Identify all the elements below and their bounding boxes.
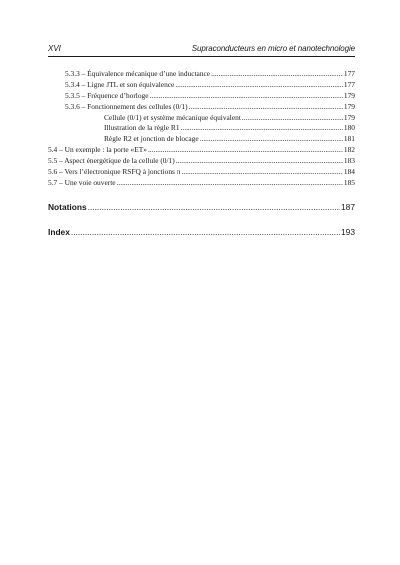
dot-leader (200, 134, 343, 145)
dot-leader (148, 145, 343, 156)
toc-entry-title: 5.6 – Vers l’électronique RSFQ à jonctions π (48, 167, 181, 177)
dot-leader (189, 102, 343, 113)
toc-entry[interactable] (48, 156, 355, 167)
toc-entry-page: 179 (343, 90, 355, 100)
dot-leader (181, 123, 343, 134)
toc-entry-page: 193 (341, 226, 355, 237)
toc-entry-index[interactable] (48, 226, 355, 238)
toc-entry-page: 182 (343, 145, 355, 155)
dot-leader (117, 178, 343, 189)
page-number: XVI (48, 44, 61, 53)
table-of-contents (48, 69, 355, 238)
toc-entry[interactable] (48, 134, 355, 145)
header-rule (48, 56, 355, 57)
toc-entry-title: 5.3.5 – Fréquence d’horloge (65, 90, 149, 100)
toc-entry[interactable] (48, 145, 355, 156)
toc-entry[interactable] (48, 80, 355, 91)
toc-entry-title: Index (48, 226, 70, 237)
toc-entry-title: Illustration de la règle R1 (104, 123, 180, 133)
dot-leader (176, 156, 343, 167)
dot-leader (182, 167, 343, 178)
book-title: Supraconducteurs en micro et nanotechnologie (191, 44, 355, 53)
toc-entry-page: 185 (343, 177, 355, 187)
toc-entry-page: 177 (343, 79, 355, 89)
dot-leader (242, 113, 343, 124)
toc-entry-notations[interactable] (48, 201, 355, 213)
toc-entry-title: Règle R2 et jonction de blocage (104, 134, 199, 144)
toc-entry[interactable] (48, 167, 355, 178)
dot-leader (88, 201, 340, 213)
toc-entry-page: 180 (343, 123, 355, 133)
toc-entry-title: 5.3.4 – Ligne JTL et son équivalence (65, 79, 175, 89)
dot-leader (175, 80, 343, 91)
toc-entry-page: 187 (341, 201, 355, 212)
spacer (48, 189, 355, 201)
spacer (48, 213, 355, 226)
dot-leader (71, 226, 340, 238)
toc-entry-title: 5.7 – Une voie ouverte (48, 177, 116, 187)
toc-entry-title: Cellule (0/1) et système mécanique équivalent (104, 112, 241, 122)
toc-entry-page: 183 (343, 156, 355, 166)
toc-entry-title: 5.4 – Un exemple : la porte «ET» (48, 145, 147, 155)
toc-entry-title: 5.3.3 – Équivalence mécanique d’une inductance (65, 69, 211, 78)
toc-entry-title: 5.5 – Aspect énergétique de la cellule (0/1) (48, 156, 175, 166)
dot-leader (211, 69, 343, 80)
dot-leader (150, 91, 343, 102)
toc-entry-title: Notations (48, 201, 87, 212)
toc-entry-page: 179 (343, 101, 355, 111)
toc-entry[interactable] (48, 113, 355, 124)
toc-entry[interactable] (48, 123, 355, 134)
toc-entry[interactable] (48, 178, 355, 189)
toc-entry-page: 177 (343, 69, 355, 78)
toc-entry[interactable] (48, 69, 355, 80)
toc-entry-page: 184 (343, 167, 355, 177)
toc-entry[interactable] (48, 91, 355, 102)
toc-entry-page: 179 (343, 112, 355, 122)
toc-entry-page: 181 (343, 134, 355, 144)
toc-entry[interactable] (48, 102, 355, 113)
toc-entry-title: 5.3.6 – Fonctionnement des cellules (0/1) (65, 101, 188, 111)
